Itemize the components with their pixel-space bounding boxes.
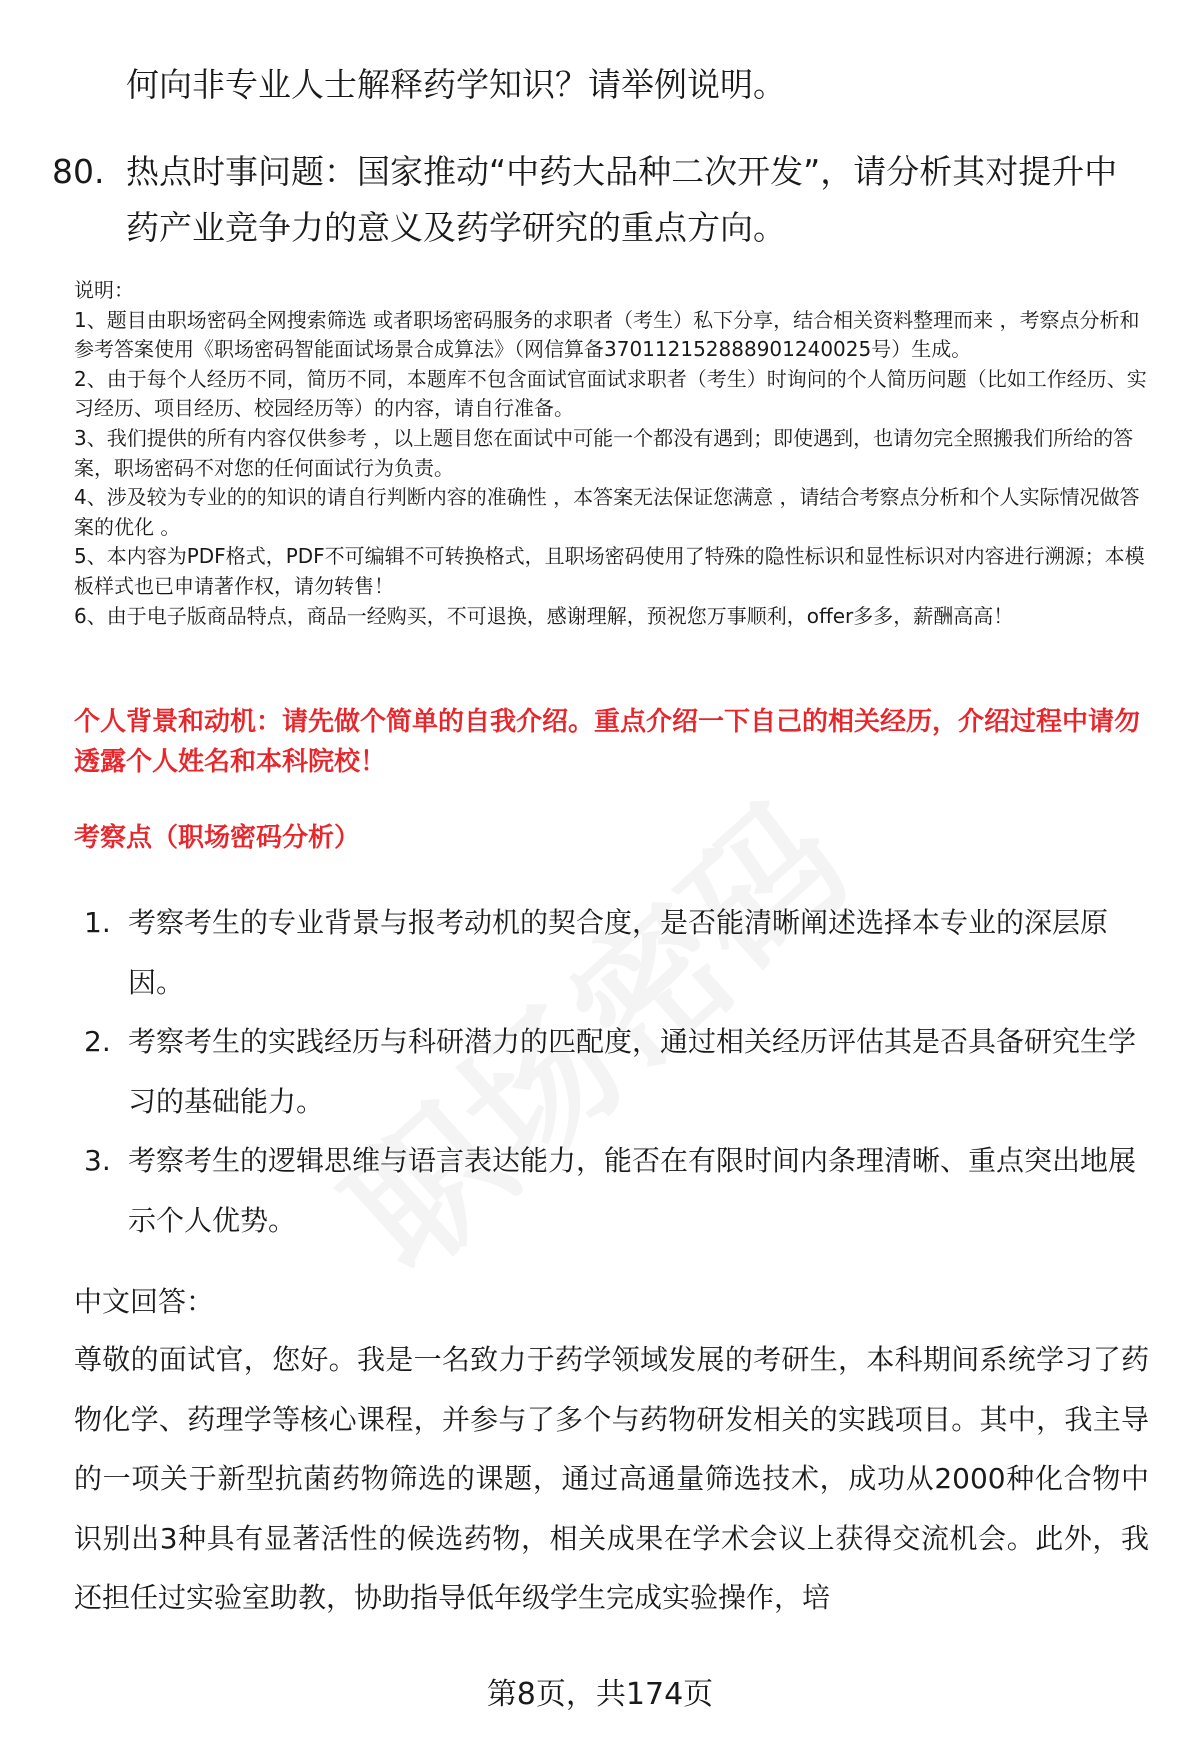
answer-body: 尊敬的面试官，您好。我是一名致力于药学领域发展的考研生，本科期间系统学习了药物化学、药理学等核心课程，并参与了多个与药物研发相关的实践项目。其中，我主导的一项关于新型抗菌药物筛选的课题，通过高通量筛选技术，成功从2000种化合物中识别出3种具有显著活性的候选药物，相关成果在学术会议上获得交流机会。此外，我还担任过实验室助教，协助指导低年级学生完成实验操作，培	[74, 1343, 1149, 1614]
notes-item-3: 3、我们提供的所有内容仅供参考 ，以上题目您在面试中可能一个都没有遇到；即使遇到，也请勿完全照搬我们所给的答案，职场密码不对您的任何面试行为负责。	[74, 425, 1134, 480]
list-item-text: 考察考生的专业背景与报考动机的契合度，是否能清晰阐述选择本专业的深层原因。	[128, 906, 1109, 999]
page-footer: 第8页，共174页	[486, 1677, 714, 1712]
section-heading: 个人背景和动机：请先做个简单的自我介绍。重点介绍一下自己的相关经历，介绍过程中请勿透露个人姓名和本科院校！	[74, 707, 1141, 777]
notes-item-5: 5、本内容为PDF格式，PDF不可编辑不可转换格式，且职场密码使用了特殊的隐性标识和显性标识对内容进行溯源；本模板样式也已申请著作权，请勿转售！	[74, 544, 1145, 598]
question-79-continuation: 何向非专业人士解释药学知识？请举例说明。	[126, 65, 786, 104]
list-item-number: 3.	[84, 1144, 111, 1177]
list-item	[84, 1012, 1144, 1131]
notes-item-6: 6、由于电子版商品特点，商品一经购买，不可退换，感谢理解，预祝您万事顺利，offer多多，薪酬高高！	[74, 603, 1014, 628]
notes-item-1: 1、题目由职场密码全网搜索筛选 或者职场密码服务的求职者（考生）私下分享，结合相关资料整理而来 ，考察点分析和参考答案使用《职场密码智能面试场景合成算法》（网信算备370112152888901240025号）生成。	[74, 307, 1140, 362]
answer-label: 中文回答：	[74, 1285, 215, 1318]
analysis-heading: 考察点（职场密码分析）	[74, 823, 361, 853]
notes-section	[74, 276, 1154, 631]
list-item-number: 1.	[84, 906, 111, 939]
notes-item-2: 2、由于每个人经历不同，简历不同，本题库不包含面试官面试求职者（考生）时询问的个人简历问题（比如工作经历、实习经历、项目经历、校园经历等）的内容，请自行准备。	[74, 366, 1147, 421]
question-80-number: 80.	[52, 152, 105, 191]
notes-item-4: 4、涉及较为专业的的知识的请自行判断内容的准确性 ，本答案无法保证您满意 ，请结合考察点分析和个人实际情况做答案的优化 。	[74, 485, 1140, 539]
list-item-text: 考察考生的逻辑思维与语言表达能力，能否在有限时间内条理清晰、重点突出地展示个人优势。	[128, 1144, 1137, 1237]
list-item	[84, 893, 1144, 1012]
analysis-points-list	[84, 893, 1144, 1250]
list-item-text: 考察考生的实践经历与科研潜力的匹配度，通过相关经历评估其是否具备研究生学习的基础能力。	[128, 1025, 1137, 1118]
notes-title: 说明：	[74, 278, 134, 302]
list-item	[84, 1131, 1144, 1250]
question-80-text: 热点时事问题：国家推动“中药大品种二次开发”，请分析其对提升中药产业竞争力的意义及药学研究的重点方向。	[126, 152, 1118, 247]
list-item-number: 2.	[84, 1025, 111, 1058]
